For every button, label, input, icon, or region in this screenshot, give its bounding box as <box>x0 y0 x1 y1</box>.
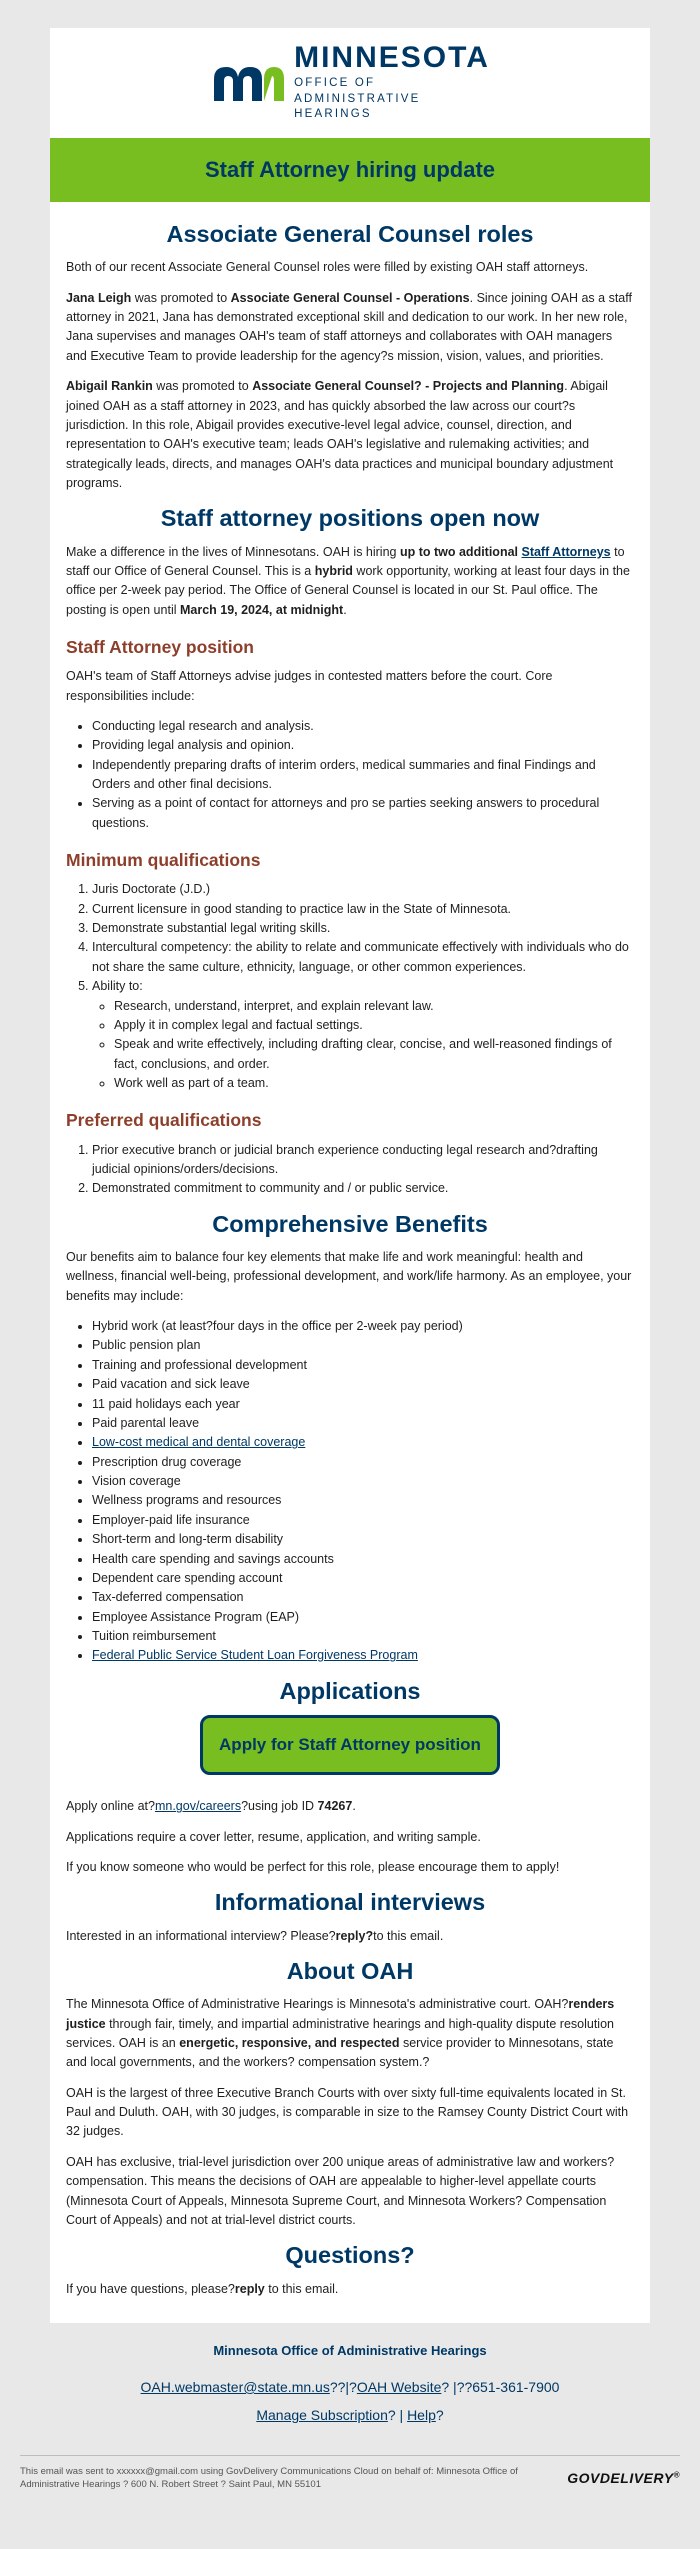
list-item: 4. Intercultural competency: the ability to relate and communicate effectively with individuals who do not share the same culture, ethnicity, language, or other common experiences. <box>92 938 634 977</box>
benefits-list <box>92 1317 634 1666</box>
email-card <box>50 28 650 2323</box>
agc-paragraph-jana: Jana Leigh was promoted to Associate General Counsel - Operations. Since joining OAH as a staff attorney in 2021, Jana has demonstrated exceptional skill and dedication to our work. In her new role, Jana supervises and manages OAH's team of staff attorneys and collaborates with OAH managers and Executive Team to provide leadership for the agency?s mission, vision, values, and priorities. <box>66 290 632 363</box>
minimum-heading: Minimum qualifications <box>66 850 261 871</box>
logo <box>50 28 650 138</box>
help-link[interactable]: Help <box>407 2407 436 2424</box>
list-item: • Paid vacation and sick leave <box>92 1375 634 1394</box>
apply-button[interactable]: Apply for Staff Attorney position <box>200 1715 500 1775</box>
position-intro: OAH's team of Staff Attorneys advise judges in contested matters before the court. Core responsibilities include: <box>66 669 553 703</box>
email-link[interactable]: OAH.webmaster@state.mn.us <box>140 2379 330 2396</box>
about-heading: About OAH <box>286 1958 414 1984</box>
list-item: • Tuition reimbursement <box>92 1627 634 1646</box>
agc-paragraph-abigail: Abigail Rankin was promoted to Associate General Counsel? - Projects and Planning. Abigail joined OAH as a staff attorney in 2023, and has quickly absorbed the law across our court?s jurisdiction. In this role, Abigail provides executive-level legal advice, counsel, direction, and representation to OAH's executive team; leads OAH's legislative and rulemaking activities; and strategically leads, directs, and manages OAH's data practices and municipal boundary adjustment programs. <box>66 379 614 491</box>
list-item: 2. Current licensure in good standing to practice law in the State of Minnesota. <box>92 900 634 919</box>
questions-text: If you have questions, please?reply to this email. <box>66 2281 339 2296</box>
apply-online-text: Apply online at?mn.gov/careers?using job ID 74267. <box>66 1799 356 1814</box>
open-positions-text: Make a difference in the lives of Minnesotans. OAH is hiring up to two additional Staff Attorneys to staff our Office of General Counsel. This is a hybrid work opportunity, working at least four days in the office per 2-week pay period. The Office of General Counsel is located in our St. Paul office. The posting is open until March 19, 2024, at midnight. <box>66 544 630 617</box>
staff-attorneys-link[interactable]: Staff Attorneys <box>521 544 611 559</box>
applications-encourage: If you know someone who would be perfect for this role, please encourage them to apply! <box>66 1860 560 1875</box>
list-item: • Hybrid work (at least?four days in the office per 2-week pay period) <box>92 1317 634 1336</box>
minnesota-logo-icon <box>210 63 286 103</box>
phone-number: 651-361-7900 <box>472 2379 560 2396</box>
interviews-heading: Informational interviews <box>214 1889 486 1916</box>
open-positions-heading: Staff attorney positions open now <box>160 505 540 532</box>
apply-button-wrap <box>66 1715 634 1775</box>
list-item: • Independently preparing drafts of interim orders, medical summaries and final Findings and Orders and other final decisions. <box>92 756 634 795</box>
list-item: • Prescription drug coverage <box>92 1453 634 1472</box>
preferred-list <box>92 1141 634 1199</box>
list-item: • Providing legal analysis and opinion. <box>92 736 634 755</box>
list-item: • Tax-deferred compensation <box>92 1588 634 1607</box>
legal-notice <box>20 2455 680 2504</box>
website-link[interactable]: OAH Website <box>356 2379 442 2396</box>
list-item: • 11 paid holidays each year <box>92 1395 634 1414</box>
applications-requirements: Applications require a cover letter, resume, application, and writing sample. <box>66 1829 481 1844</box>
list-item: ◦ Work well as part of a team. <box>114 1074 634 1093</box>
agc-intro: Both of our recent Associate General Counsel roles were filled by existing OAH staff attorneys. <box>66 260 589 275</box>
list-item: 2. Demonstrated commitment to community and / or public service. <box>92 1179 634 1198</box>
logo-dept-3: HEARINGS <box>294 108 372 121</box>
list-item: ◦ Speak and write effectively, including drafting clear, concise, and well-reasoned findings of fact, conclusions, and order. <box>114 1035 634 1074</box>
questions-heading: Questions? <box>285 2242 415 2269</box>
agc-heading: Associate General Counsel roles <box>166 221 534 248</box>
interviews-text: Interested in an informational interview? Please?reply?to this email. <box>66 1928 444 1943</box>
logo-dept-1: OFFICE OF <box>294 77 376 90</box>
legal-text: This email was sent to xxxxxx@gmail.com using GovDelivery Communications Cloud on behalf of: Minnesota Office of Administrative Hearings ? 600 N. Robert Street ? Saint Paul, MN 55101 <box>20 2466 518 2490</box>
careers-link[interactable]: mn.gov/careers <box>154 1799 242 1814</box>
govdelivery-logo: GOVDELIVERY® <box>567 2470 680 2487</box>
email-body <box>50 202 650 2323</box>
list-item: 3. Demonstrate substantial legal writing skills. <box>92 919 634 938</box>
footer-org: Minnesota Office of Administrative Hearings <box>213 2342 487 2358</box>
list-item: • Paid parental leave <box>92 1414 634 1433</box>
about-paragraph-3: OAH has exclusive, trial-level jurisdiction over 200 unique areas of administrative law and workers? compensation. This means the decisions of OAH are appealable to higher-level appellate courts (Minnesota Court of Appeals, Minnesota Supreme Court, and Minnesota Workers? Compensation Court of Appeals) and not at trial-level district courts. <box>66 2154 615 2227</box>
list-item: ◦ Research, understand, interpret, and explain relevant law. <box>114 997 634 1016</box>
logo-state: MINNESOTA <box>294 41 490 75</box>
list-item: • Short-term and long-term disability <box>92 1530 634 1549</box>
list-item: • Serving as a point of contact for attorneys and pro se parties seeking answers to procedural questions. <box>92 794 634 833</box>
list-item: • Vision coverage <box>92 1472 634 1491</box>
list-item: 1. Prior executive branch or judicial branch experience conducting legal research and?drafting judicial opinions/orders/decisions. <box>92 1141 634 1180</box>
benefit-link[interactable]: Federal Public Service Student Loan Forgiveness Program <box>92 1648 418 1663</box>
ability-list <box>114 997 634 1094</box>
logo-dept-2: ADMINISTRATIVE <box>294 92 421 105</box>
responsibilities-list <box>92 717 634 833</box>
list-item: • Health care spending and savings accounts <box>92 1550 634 1569</box>
manage-subscription-link[interactable]: Manage Subscription <box>256 2407 388 2424</box>
list-item: 1. Juris Doctorate (J.D.) <box>92 880 634 899</box>
benefits-heading: Comprehensive Benefits <box>212 1210 488 1237</box>
banner-title: Staff Attorney hiring update <box>50 138 650 202</box>
list-item: • Employee Assistance Program (EAP) <box>92 1608 634 1627</box>
list-item: • Conducting legal research and analysis. <box>92 717 634 736</box>
footer-links: OAH.webmaster@state.mn.us??|?OAH Website? |??651-361-7900 Manage Subscription? | Help? <box>140 2379 560 2424</box>
preferred-heading: Preferred qualifications <box>66 1110 262 1131</box>
list-item: • Wellness programs and resources <box>92 1491 634 1510</box>
footer <box>0 2323 700 2455</box>
about-paragraph-1: The Minnesota Office of Administrative Hearings is Minnesota's administrative court. OAH?renders justice through fair, timely, and impartial administrative hearings and high-quality dispute resolution services. OAH is an energetic, responsive, and respected service provider to Minnesotans, state and local governments, and the workers? compensation system.? <box>66 1997 615 2070</box>
list-item-ability: 5. Ability to: ◦ Research, understand, interpret, and explain relevant law. ◦ Apply it in complex legal and factual settings. ◦ Speak and write effectively, including drafting clear, concise, and well-reasoned findings of fact, conclusions, and order. ◦ Work well as part of a team. <box>92 977 634 1093</box>
benefits-intro: Our benefits aim to balance four key elements that make life and work meaningful: health and wellness, financial well-being, professional development, and work/life harmony. As an employee, your benefits may include: <box>66 1249 632 1303</box>
minimum-list <box>92 880 634 1093</box>
list-item: • Public pension plan <box>92 1336 634 1355</box>
list-item: • Training and professional development <box>92 1356 634 1375</box>
list-item <box>92 1433 634 1452</box>
benefit-link[interactable]: Low-cost medical and dental coverage <box>92 1435 306 1450</box>
logo-text <box>294 43 490 123</box>
list-item: ◦ Apply it in complex legal and factual settings. <box>114 1016 634 1035</box>
about-paragraph-2: OAH is the largest of three Executive Branch Courts with over sixty full-time equivalents located in St. Paul and Duluth. OAH, with 30 judges, is comparable in size to the Ramsey County District Court with 32 judges. <box>66 2085 629 2139</box>
list-item: • Dependent care spending account <box>92 1569 634 1588</box>
list-item <box>92 1646 634 1665</box>
position-heading: Staff Attorney position <box>66 637 254 658</box>
list-item: • Employer-paid life insurance <box>92 1511 634 1530</box>
applications-heading: Applications <box>279 1677 421 1704</box>
